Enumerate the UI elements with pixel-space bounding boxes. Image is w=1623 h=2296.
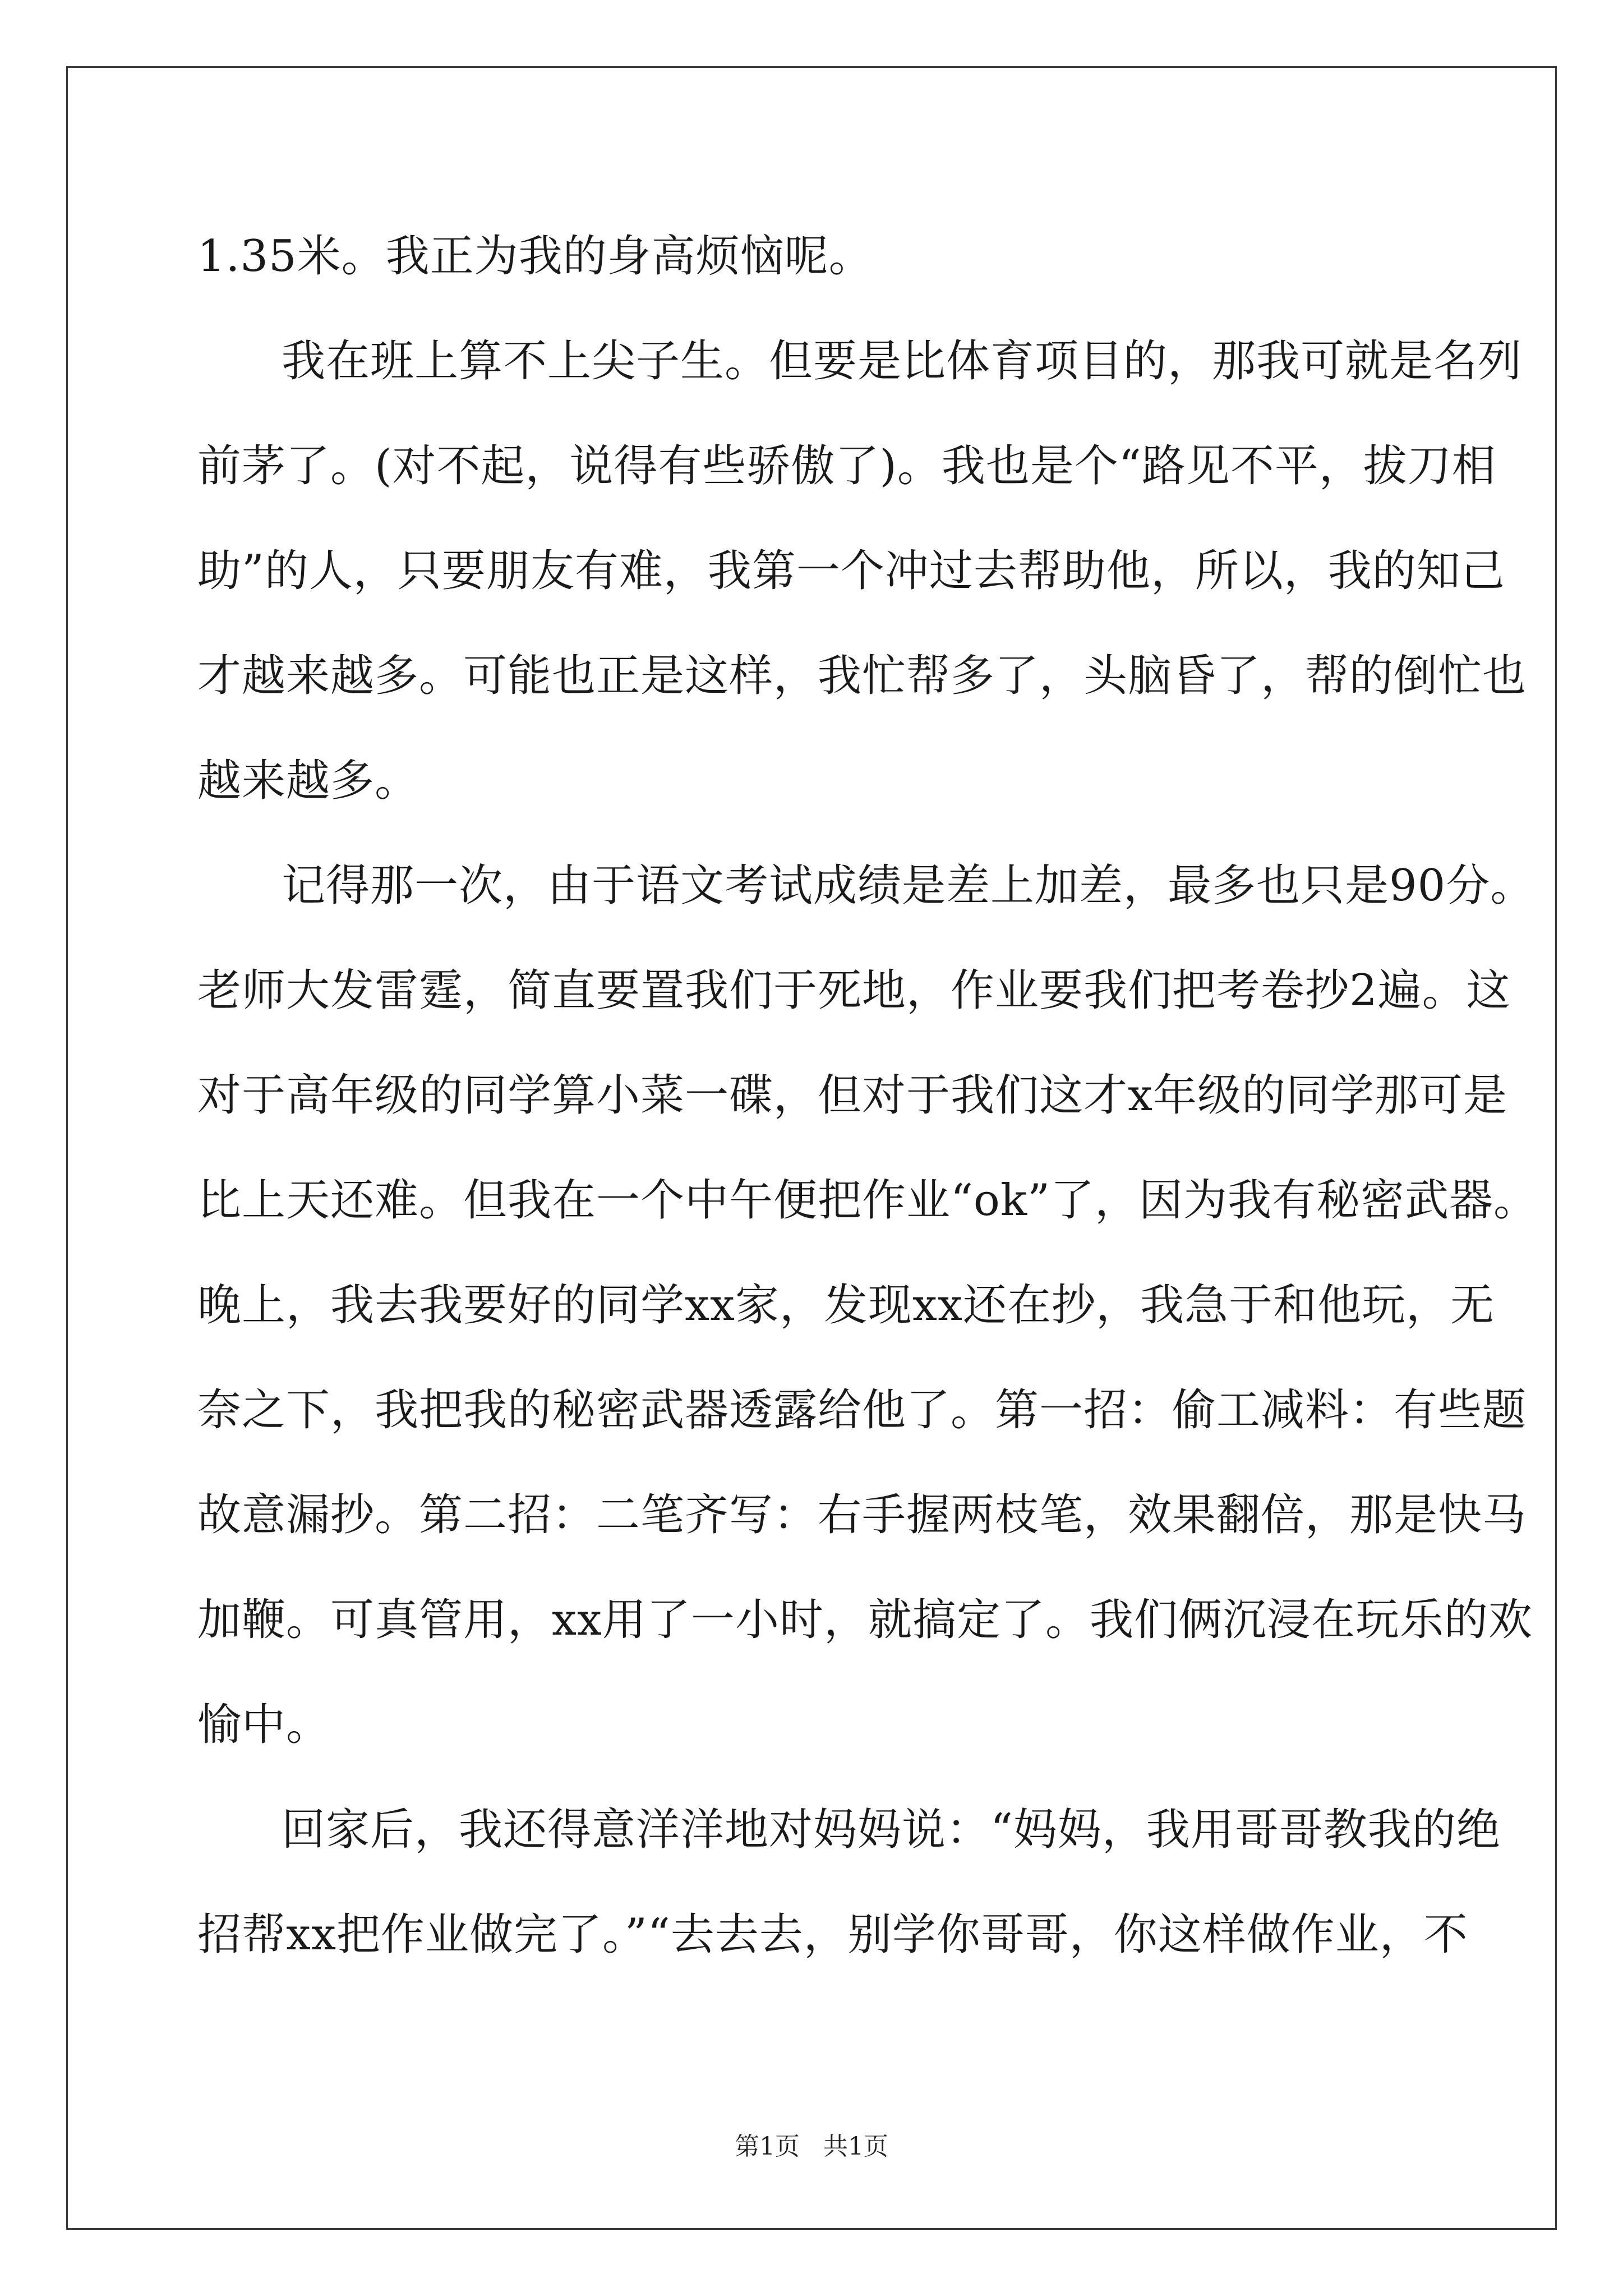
page-number: 第1页	[735, 2132, 800, 2161]
text-line: 对于高年级的同学算小菜一碟，但对于我们这才x年级的同学那可是	[197, 1070, 1507, 1121]
text-line: 才越来越多。可能也正是这样，我忙帮多了，头脑昏了，帮的倒忙也	[197, 651, 1527, 701]
text-line: 1.35米。我正为我的身高烦恼呢。	[197, 231, 873, 282]
text-line: 越来越多。	[197, 756, 419, 806]
text-line: 招帮xx把作业做完了。”“去去去，别学你哥哥，你这样做作业，不	[197, 1910, 1468, 1960]
text-line: 记得那一次，由于语文考试成绩是差上加差，最多也只是90分。	[282, 861, 1535, 911]
text-line: 助”的人，只要朋友有难，我第一个冲过去帮助他，所以，我的知己	[197, 546, 1505, 596]
document-body	[197, 204, 1538, 1987]
text-line: 回家后，我还得意洋洋地对妈妈说：“妈妈，我用哥哥教我的绝	[282, 1805, 1501, 1855]
page-footer	[0, 2126, 1623, 2162]
text-line: 加鞭。可真管用，xx用了一小时，就搞定了。我们俩沉浸在玩乐的欢	[197, 1595, 1533, 1645]
text-line: 晚上，我去我要好的同学xx家，发现xx还在抄，我急于和他玩，无	[197, 1280, 1495, 1331]
text-line: 老师大发雷霆，简直要置我们于死地，作业要我们把考卷抄2遍。这	[197, 965, 1511, 1016]
text-line: 比上天还难。但我在一个中午便把作业“ok”了，因为我有秘密武器。	[197, 1175, 1538, 1226]
text-line: 愉中。	[197, 1700, 331, 1750]
page-total: 共1页	[823, 2132, 888, 2161]
text-line: 故意漏抄。第二招：二笔齐写：右手握两枝笔，效果翻倍，那是快马	[197, 1490, 1527, 1540]
text-line: 奈之下，我把我的秘密武器透露给他了。第一招：偷工减料：有些题	[197, 1385, 1527, 1435]
text-line: 我在班上算不上尖子生。但要是比体育项目的，那我可就是名列	[282, 336, 1523, 386]
text-line: 前茅了。(对不起，说得有些骄傲了)。我也是个“路见不平，拔刀相	[197, 441, 1496, 491]
